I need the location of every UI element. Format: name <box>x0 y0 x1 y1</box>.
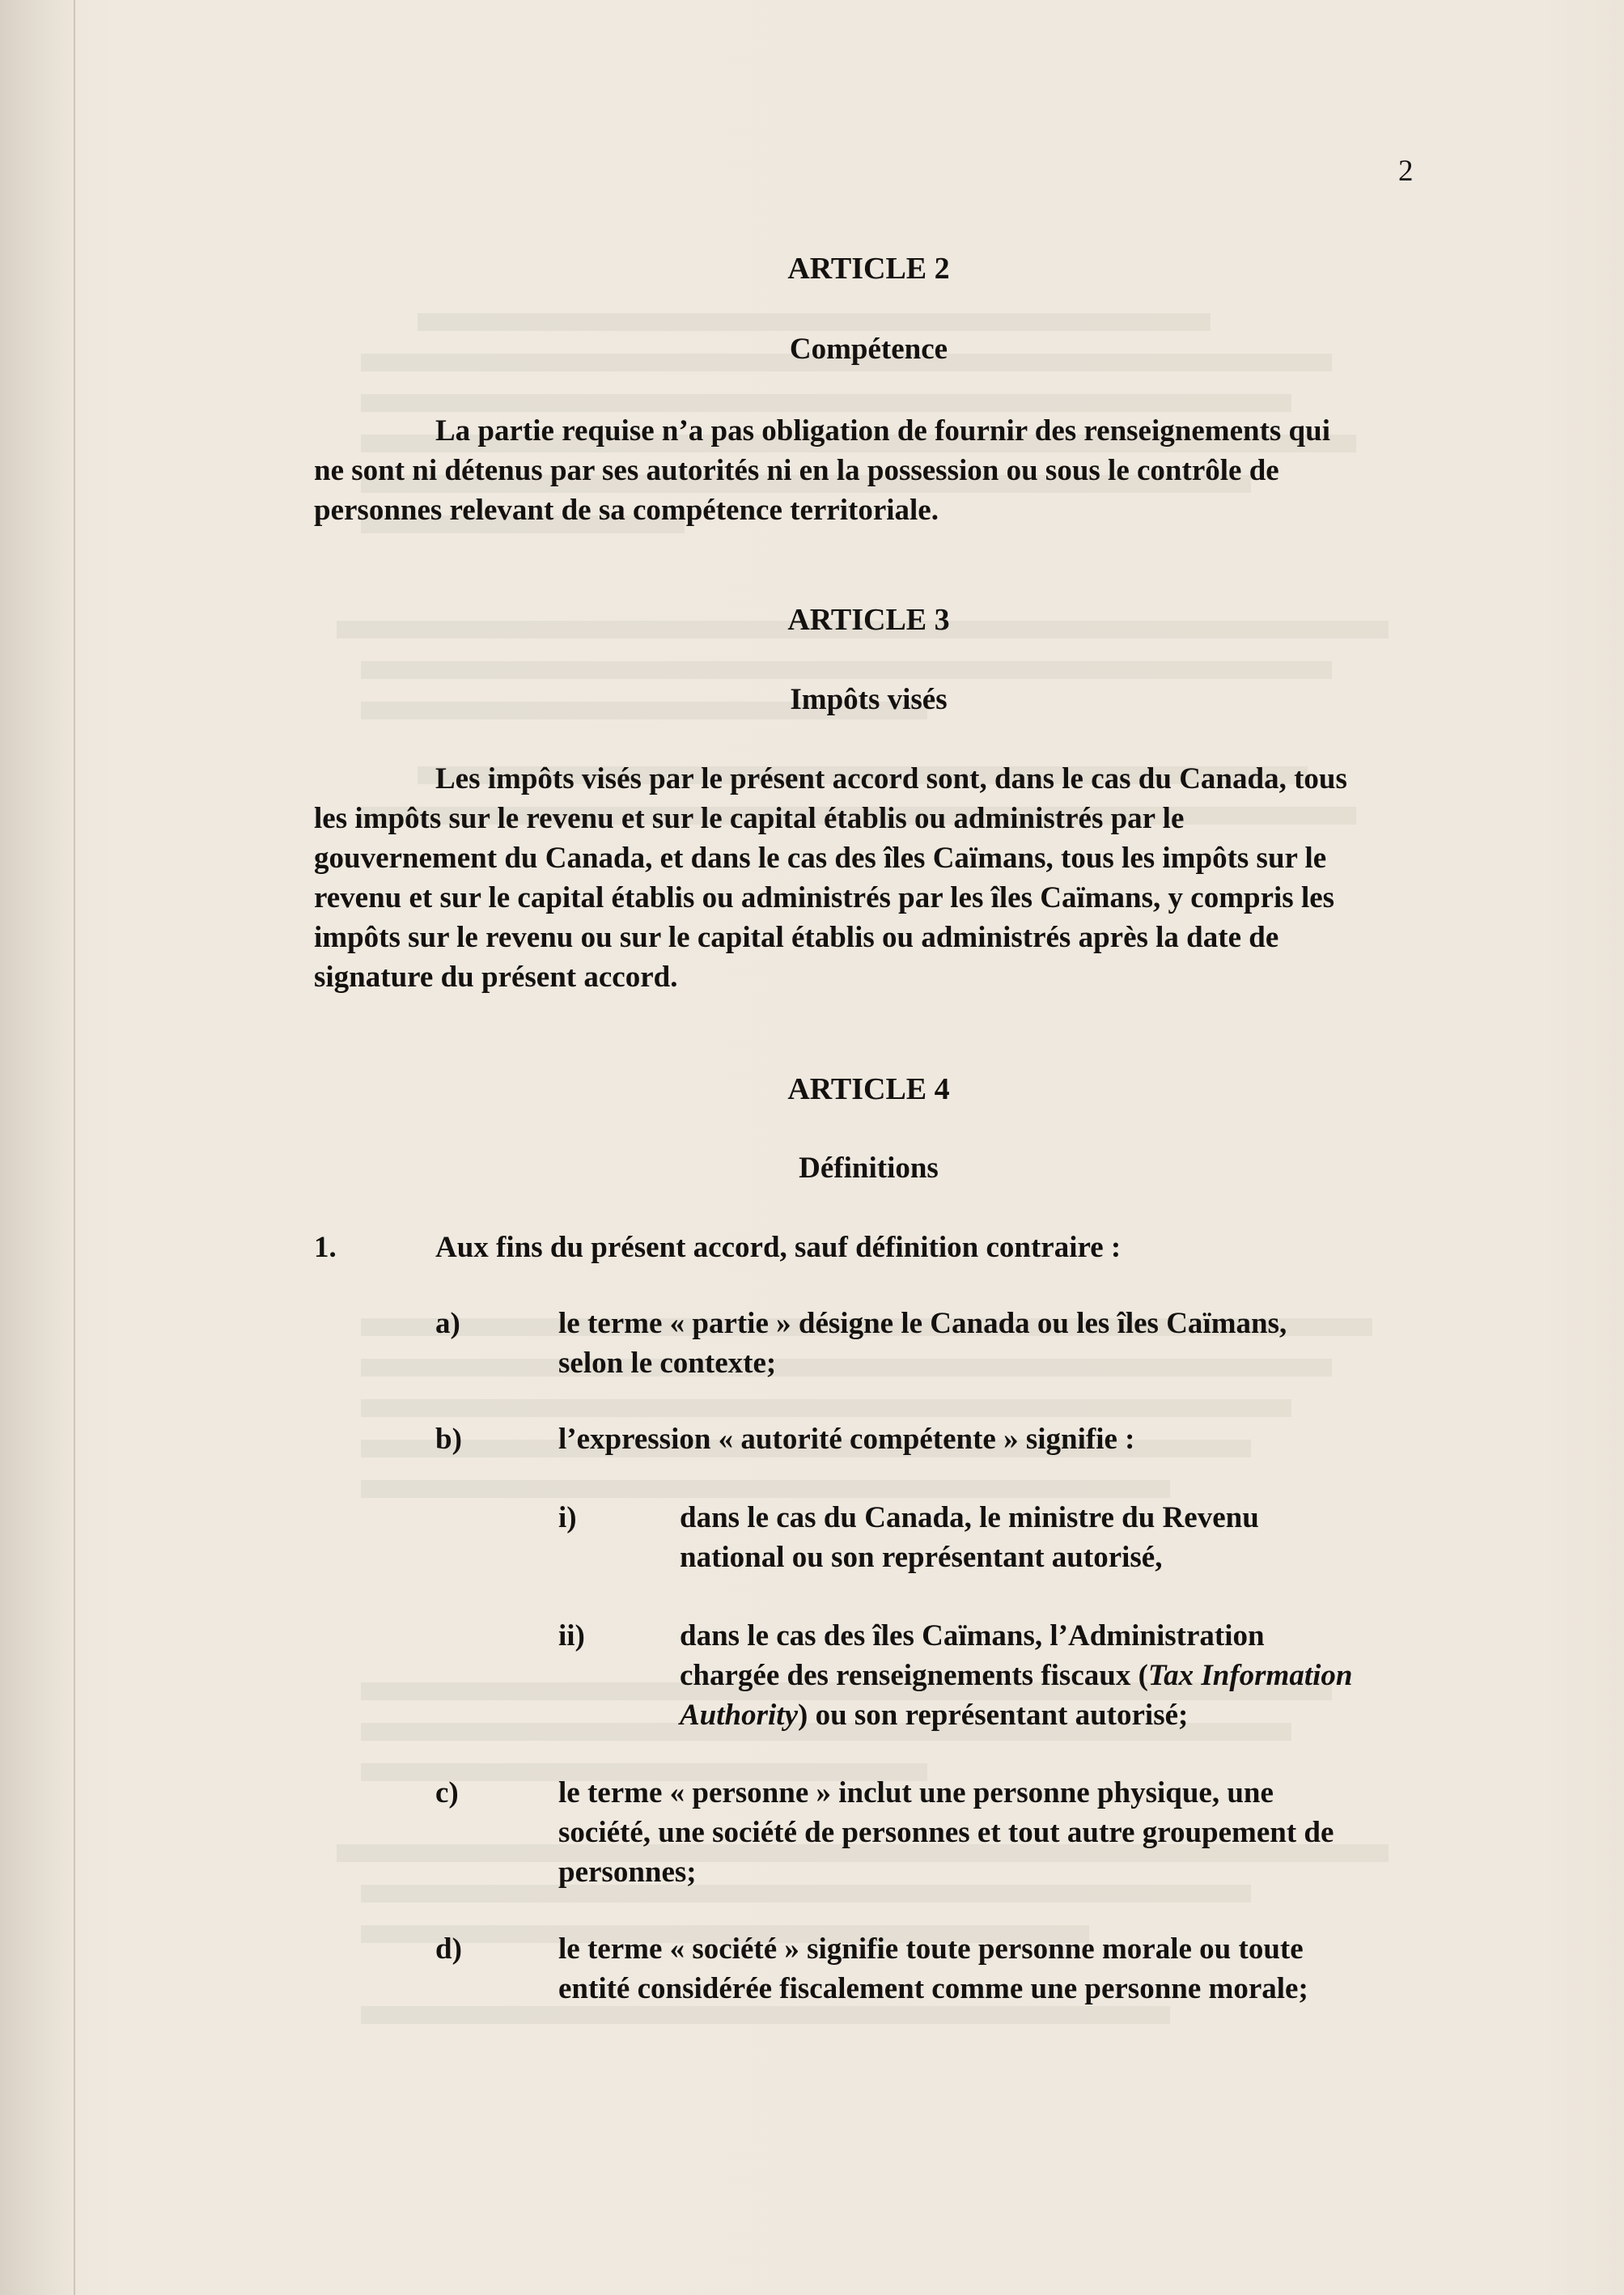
article-3-paragraph <box>314 759 1347 997</box>
article-3-subheading: Impôts visés <box>790 683 948 716</box>
clause-1-marker: 1. <box>314 1231 337 1264</box>
paragraph-line: signature du présent accord. <box>314 961 678 994</box>
paragraph-line: revenu et sur le capital établis ou administrés par les îles Caïmans, y compris les <box>314 881 1335 914</box>
item-b-i-marker: i) <box>558 1501 577 1534</box>
item-line: société, une société de personnes et tout autre groupement de <box>558 1816 1334 1849</box>
item-line: le terme « partie » désigne le Canada ou les îles Caïmans, <box>558 1307 1287 1340</box>
item-d-text <box>558 1929 1308 2009</box>
article-3-heading: ARTICLE 3 <box>787 603 950 637</box>
item-b-ii-marker: ii) <box>558 1619 585 1652</box>
item-a-text <box>558 1304 1287 1383</box>
item-line: dans le cas du Canada, le ministre du Revenu <box>680 1501 1259 1534</box>
article-2-heading: ARTICLE 2 <box>787 252 950 286</box>
item-line: national ou son représentant autorisé, <box>680 1541 1163 1574</box>
item-line: personnes; <box>558 1856 697 1889</box>
page-number: 2 <box>1398 155 1414 188</box>
article-2-subheading: Compétence <box>789 333 948 366</box>
item-c-marker: c) <box>435 1776 459 1809</box>
item-line: le terme « société » signifie toute personne morale ou toute <box>558 1932 1304 1966</box>
item-b-marker: b) <box>435 1423 462 1456</box>
paragraph-line: La partie requise n’a pas obligation de fournir des renseignements qui <box>435 414 1330 448</box>
item-c-text <box>558 1773 1334 1892</box>
article-2-paragraph <box>314 411 1330 530</box>
paragraph-line: ne sont ni détenus par ses autorités ni en la possession ou sous le contrôle de <box>314 454 1279 487</box>
item-line-italic: Tax Information <box>1147 1659 1353 1692</box>
item-b-text: l’expression « autorité compétente » signifie : <box>558 1423 1135 1456</box>
item-line: entité considérée fiscalement comme une personne morale; <box>558 1972 1308 2005</box>
article-4-heading: ARTICLE 4 <box>787 1072 950 1106</box>
paragraph-line: Les impôts visés par le présent accord sont, dans le cas du Canada, tous <box>435 762 1347 795</box>
item-line-italic: Authority <box>680 1699 798 1732</box>
item-d-marker: d) <box>435 1932 462 1966</box>
item-line-prefix: chargée des renseignements fiscaux ( <box>680 1659 1148 1692</box>
item-line <box>680 1656 1352 1695</box>
item-b-ii-text <box>680 1616 1352 1735</box>
item-b-i-text <box>680 1498 1259 1577</box>
item-line <box>680 1695 1352 1735</box>
clause-1-text: Aux fins du présent accord, sauf définition contraire : <box>435 1231 1122 1264</box>
paragraph-line: gouvernement du Canada, et dans le cas des îles Caïmans, tous les impôts sur le <box>314 842 1327 875</box>
paragraph-line: personnes relevant de sa compétence territoriale. <box>314 494 939 527</box>
item-line: selon le contexte; <box>558 1347 777 1380</box>
item-line-suffix: ) ou son représentant autorisé; <box>798 1699 1189 1732</box>
paragraph-line: les impôts sur le revenu et sur le capital établis ou administrés par le <box>314 802 1185 835</box>
item-a-marker: a) <box>435 1307 460 1340</box>
item-line: le terme « personne » inclut une personne physique, une <box>558 1776 1274 1809</box>
item-line: dans le cas des îles Caïmans, l’Administration <box>680 1619 1265 1652</box>
article-4-subheading: Définitions <box>799 1152 939 1185</box>
paragraph-line: impôts sur le revenu ou sur le capital établis ou administrés après la date de <box>314 921 1279 954</box>
